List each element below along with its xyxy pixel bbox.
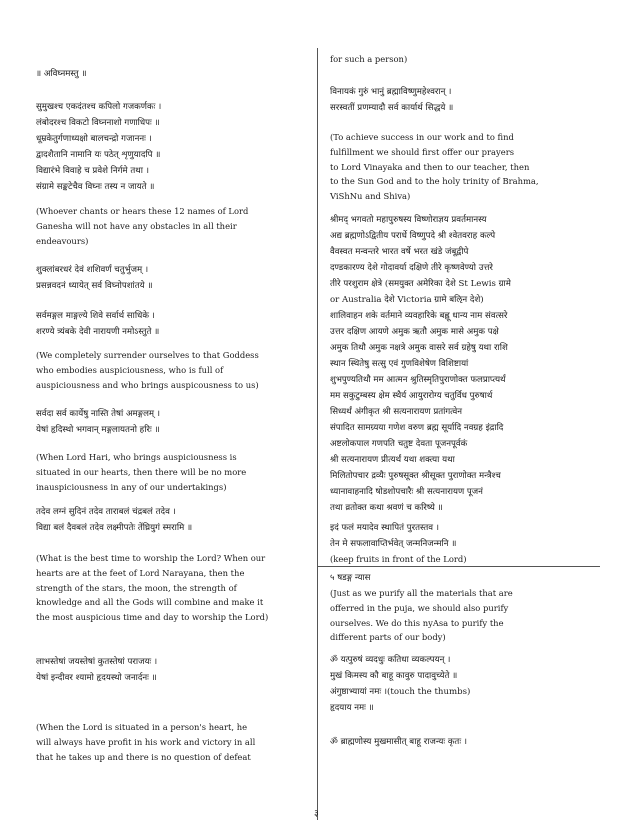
line: inauspiciousness in any of our undertakings): [36, 481, 227, 492]
line: that he takes up and there is no question of defeat: [36, 751, 251, 762]
line: endeavours): [36, 235, 89, 246]
english-translation: [36, 720, 298, 764]
sankalpa-passage: [330, 212, 600, 516]
line: hearts are at the feet of Lord Narayana, then the: [36, 567, 245, 578]
english-translation: [330, 130, 600, 204]
sanskrit-verse: [36, 406, 298, 438]
invocation-title: [36, 66, 298, 82]
line: मम सकुटुम्बस्य क्षेम स्थैर्य आयुरारोग्य चतुर्विध पुरुषार्थ: [330, 391, 493, 401]
sanskrit-verse: [36, 504, 298, 536]
line: विनायकं गुरुं भानुं ब्रह्माविष्णुमहेश्वरान् ।: [330, 87, 452, 97]
line: to Lord Vinayaka and then to our teacher, then: [330, 161, 530, 172]
sanskrit-verse: [330, 734, 600, 750]
line: (Just as we purify all the materials that are: [330, 588, 513, 598]
line: ध्यानावाहनादि षोडशोपचारैः श्री सत्यनारायण पूजनं: [330, 487, 483, 497]
line: knowledge and all the Gods will combine and make it: [36, 597, 264, 608]
line: सर्वदा सर्व कार्येषु नास्ति तेषां अमङ्गलम् ।: [36, 409, 161, 419]
line: auspiciousness and who brings auspicousness to us): [36, 379, 259, 390]
line: अमुक तिथौ अमुक नक्षत्रे अमुक वासरे सर्व ग्रहेषु यथा राशि: [330, 343, 508, 353]
line: संग्रामे सङ्कटेचैव विघ्नः तस्य न जायते ॥: [36, 182, 155, 192]
line: तथा व्रतोक्त कथा श्रवणं च करिष्ये ॥: [330, 503, 443, 513]
line: situated in our hearts, then there will be no more: [36, 466, 247, 477]
page-number: ३: [314, 809, 319, 819]
english-translation: [36, 551, 298, 625]
line: अंगुष्ठाभ्यायां नमः ।(touch the thumbs): [330, 687, 471, 697]
english-translation: [330, 52, 600, 67]
line: the most auspicious time and day to worship the Lord): [36, 612, 269, 623]
line: fulfillment we should first offer our prayers: [330, 146, 515, 157]
english-translation: [36, 204, 298, 248]
line: सिध्यर्थं अंगीकृत श्री सत्यनारायण प्रतांगत्वेन: [330, 407, 463, 417]
line: मिलितोपचार द्रव्यैः पुरुषसूक्त श्रीसूक्त पुराणोक्त मन्त्रैश्च: [330, 471, 501, 481]
offering-verse: [330, 520, 600, 567]
line: शालिवाहन शके वर्तमाने व्यवहारिके बह्लू धान्य नाम संवत्सरे: [330, 311, 508, 321]
section-heading: ५ षडङ्ग न्यास: [330, 573, 371, 583]
line: हृदयाय नमः ॥: [330, 703, 374, 713]
column-divider: [317, 48, 318, 820]
line: ॥ अविघ्नमस्तु ॥: [36, 69, 87, 79]
english-translation: [36, 450, 298, 494]
line: will always have profit in his work and victory in all: [36, 736, 256, 747]
line: उत्तर दक्षिण आयणे अमुक ऋतौ अमुक मासे अमुक पक्षे: [330, 327, 499, 337]
line: प्रसन्नवदनं ध्यायेत् सर्व विघ्नोपशांतये ॥: [36, 281, 153, 291]
sanskrit-verse: [330, 84, 600, 116]
line: विद्या बलं दैवबलं तदेव लक्ष्मीपतेः तेंघ्रियुगं स्मरामि ॥: [36, 523, 193, 533]
line: येषां हृदिस्थो भगवान् मङ्गलायतनो हरिः ॥: [36, 425, 160, 435]
line: (Whoever chants or hears these 12 names of Lord: [36, 206, 249, 216]
sanskrit-verse: [36, 654, 298, 686]
line: strength of the stars, the moon, the strength of: [36, 582, 237, 593]
nyasa-section: [330, 570, 600, 645]
line: तीरे परशुराम क्षेत्रे (समयुक्त अमेरिका देशे St Lewis ग्रामे: [330, 279, 511, 289]
line: ॐ यत्पुरुषं व्यदधुः कतिधा व्यकल्पयन् ।: [330, 655, 451, 665]
line: अद्य ब्रह्मणोऽद्वितीय परार्धे विष्णुपदे श्री श्वेतवराह कल्पे: [330, 231, 496, 241]
line: लाभस्तेषां जयस्तेषां कुतस्तेषां पराजयः ।: [36, 657, 158, 667]
line: संपादित सामग्र्यया गणेश वरुण ब्रह्म सूर्यादि नवग्रह इंद्रादि: [330, 423, 504, 433]
line: who embodies auspiciousness, who is full of: [36, 364, 224, 375]
line: सरस्वतीं प्रणम्यादौ सर्व कार्यार्थ सिद्धये ॥: [330, 103, 454, 113]
line: offerred in the puja, we should also purify: [330, 602, 509, 613]
line: वैवस्वत मन्वन्तरे भारत वर्षे भरत खंडे जंबूद्वीपे: [330, 247, 469, 257]
line: (When Lord Hari, who brings auspiciousness is: [36, 452, 237, 462]
line: लंबोदरश्च विकटो विघ्ननाशो गणाधिपः ॥: [36, 118, 160, 128]
line: ॐ ब्राह्मणोस्य मुखमासीत् बाहू राजन्यः कृतः ।: [330, 737, 468, 747]
line: (When the Lord is situated in a person's heart, he: [36, 722, 248, 732]
sanskrit-verse: [36, 262, 298, 294]
line: अष्टलोकपाल गणपति चतुष्ट देवता पूजनपूर्वकं: [330, 439, 468, 449]
sanskrit-verse: [36, 99, 298, 195]
line: (To achieve success in our work and to find: [330, 132, 514, 142]
line: द्वादशैतानि नामानि यः पठेत् शृणुयादपि ॥: [36, 150, 161, 160]
line: तेन मे सफलावाप्तिर्भवेत् जन्मनिजन्मनि ॥: [330, 539, 457, 549]
line: सर्वमङ्गल माङ्गल्ये शिवे सर्वार्थ साधिके ।: [36, 311, 155, 321]
line: स्थान स्थितेषु सत्सु एवं गुणविशेषेण विशिष्टायां: [330, 359, 469, 369]
line: ourselves. We do this nyAsa to purify the: [330, 617, 504, 628]
line: श्री सत्यनारायण प्रीत्यर्थं यथा शक्त्या यथा: [330, 455, 455, 465]
line: धूम्रकेतुर्गणाध्यक्षो बालचन्द्रो गजाननः ।: [36, 134, 152, 144]
line: दण्डकारण्य देशे गोदावर्या दक्षिणे तीरे कृष्णवेण्यो उत्तरे: [330, 263, 493, 273]
line: or Australia देशे Victoria ग्रामे बऌिन देशे): [330, 295, 484, 305]
line: for such a person): [330, 54, 408, 64]
line: (What is the best time to worship the Lord? When our: [36, 553, 266, 563]
line: शरण्ये त्र्यंबके देवी नारायणी नमोऽस्तुते ॥: [36, 327, 160, 337]
line: different parts of our body): [330, 632, 446, 643]
line: शुभपुण्यतिथौ मम आत्मन श्रुतिस्मृतिपुराणोक्त फलप्राप्त्यर्थं: [330, 375, 506, 385]
line: सुमुखश्च एकदंतश्च कपिलो गजकर्णकः ।: [36, 102, 162, 112]
line: विद्यारंभे विवाहे च प्रवेशे निर्गमे तथा ।: [36, 166, 149, 176]
line: श्रीमद् भगवतो महापुरुषस्य विष्णोराज्ञय प्रवर्तमानस्य: [330, 215, 487, 225]
line: शुक्लांबरधरं देवं शशिवर्णं चतुर्भुजम् ।: [36, 265, 149, 275]
line: तदेव लग्नं सुदिनं तदेव ताराबलं चंद्रबलं तदेव ।: [36, 507, 176, 517]
line: (We completely surrender ourselves to that Goddess: [36, 350, 259, 360]
english-translation: [36, 348, 298, 392]
line: to the Sun God and to the holy trinity of Brahma,: [330, 176, 539, 187]
line: येषां इन्दीवर श्यामो हृदयस्थो जनार्दनः ॥: [36, 673, 157, 683]
line: (keep fruits in front of the Lord): [330, 554, 467, 564]
line: ViShNu and Shiva): [330, 191, 411, 202]
line: इदं फलं मयादेव स्थापितं पुरतस्तव ।: [330, 523, 440, 533]
sanskrit-verse: [330, 652, 600, 716]
sanskrit-verse: [36, 308, 298, 340]
line: मुखं किमस्य कौ बाहू कावुरु पादावुच्येते ॥: [330, 671, 458, 681]
line: Ganesha will not have any obstacles in all their: [36, 220, 237, 231]
